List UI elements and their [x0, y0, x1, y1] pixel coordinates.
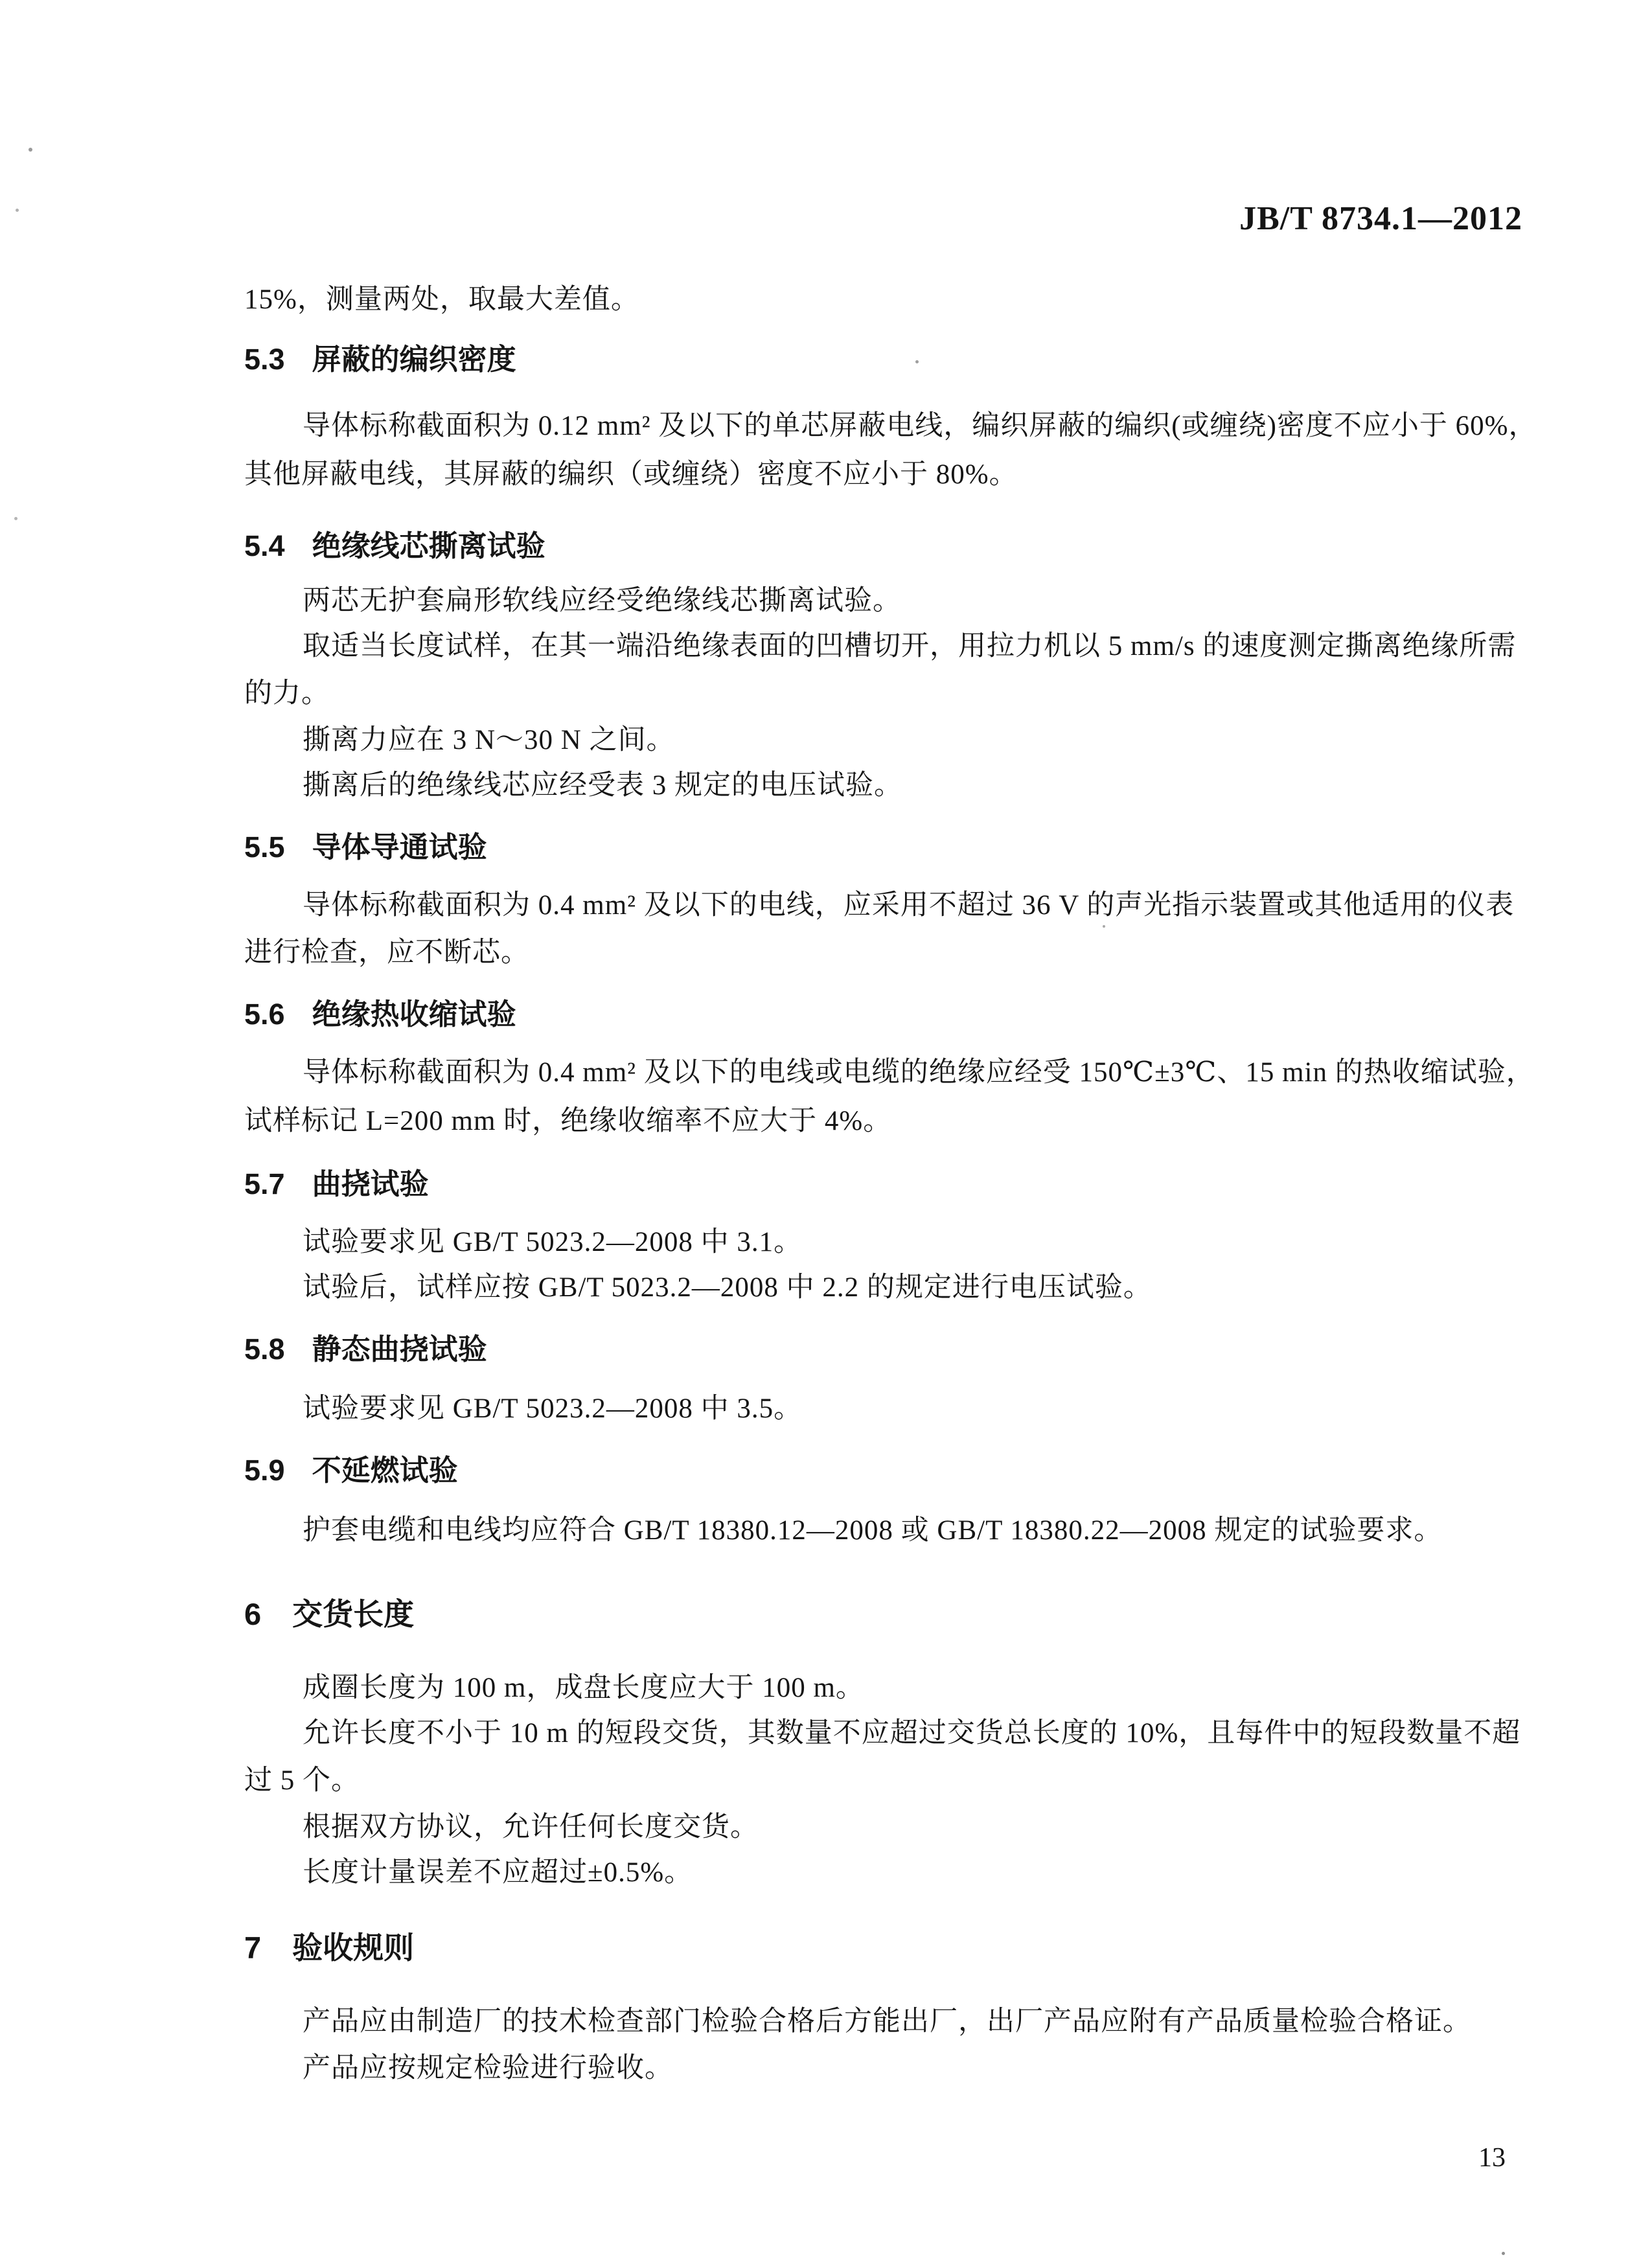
paragraph-line: 两芯无护套扁形软线应经受绝缘线芯撕离试验。 [303, 586, 901, 616]
section-5-4-heading [244, 530, 545, 562]
section-title: 曲挠试验 [312, 1167, 429, 1200]
section-5-8-heading [244, 1333, 487, 1366]
paragraph-line: 试验要求见 GB/T 5023.2—2008 中 3.5。 [303, 1393, 803, 1424]
scan-speckle [1502, 2252, 1505, 2255]
standard-code-header: JB/T 8734.1—2012 [1239, 200, 1522, 237]
section-title: 导体导通试验 [312, 830, 487, 864]
section-number: 5.7 [244, 1167, 285, 1200]
paragraph-line: 的力。 [244, 678, 330, 709]
section-5-9-heading [244, 1454, 458, 1487]
scan-speckle [1103, 925, 1105, 928]
paragraph-line: 15%，测量两处，取最大差值。 [244, 284, 639, 315]
paragraph-line: 其他屏蔽电线，其屏蔽的编织（或缠绕）密度不应小于 80%。 [244, 459, 1018, 490]
section-7-heading [244, 1931, 414, 1965]
section-title: 不延燃试验 [312, 1454, 458, 1487]
paragraph-line: 撕离力应在 3 N～30 N 之间。 [303, 725, 675, 755]
section-number: 5.8 [244, 1333, 285, 1366]
section-title: 绝缘热收缩试验 [312, 998, 516, 1031]
section-title: 静态曲挠试验 [312, 1333, 487, 1366]
section-number: 5.9 [244, 1454, 285, 1487]
paragraph-line: 长度计量误差不应超过±0.5%。 [303, 1857, 693, 1888]
section-title: 验收规则 [292, 1930, 415, 1965]
paragraph-line: 试样标记 L=200 mm 时，绝缘收缩率不应大于 4%。 [244, 1106, 892, 1136]
paragraph-line: 护套电缆和电线均应符合 GB/T 18380.12—2008 或 GB/T 18380.22—2008 规定的试验要求。 [303, 1515, 1443, 1546]
section-number: 6 [244, 1597, 262, 1631]
section-number: 5.4 [244, 529, 285, 562]
page-number: 13 [1478, 2143, 1506, 2173]
section-5-6-heading [244, 998, 516, 1031]
paragraph-line: 成圈长度为 100 m，成盘长度应大于 100 m。 [303, 1673, 864, 1703]
paragraph-line: 撕离后的绝缘线芯应经受表 3 规定的电压试验。 [303, 770, 902, 801]
scan-speckle [14, 517, 17, 520]
scan-speckle [29, 148, 32, 152]
paragraph-line: 根据双方协议，允许任何长度交货。 [303, 1812, 759, 1842]
section-number: 5.3 [244, 343, 285, 376]
paragraph-line: 产品应由制造厂的技术检查部门检验合格后方能出厂，出厂产品应附有产品质量检验合格证。 [303, 2006, 1471, 2037]
section-5-5-heading [244, 831, 487, 864]
paragraph-line: 导体标称截面积为 0.12 mm² 及以下的单芯屏蔽电线，编织屏蔽的编织(或缠绕)密度不应小于 60%， [303, 411, 1537, 441]
section-title: 绝缘线芯撕离试验 [312, 529, 545, 562]
scan-speckle [16, 209, 19, 212]
paragraph-line: 进行检查，应不断芯。 [244, 937, 529, 968]
paragraph-line: 产品应按规定检验进行验收。 [303, 2053, 673, 2083]
paragraph-line: 导体标称截面积为 0.4 mm² 及以下的电线或电缆的绝缘应经受 150℃±3℃、15 min 的热收缩试验， [303, 1057, 1535, 1088]
paragraph-line: 试验要求见 GB/T 5023.2—2008 中 3.1。 [303, 1227, 803, 1257]
section-number: 7 [244, 1930, 262, 1965]
section-5-3-heading [244, 343, 516, 376]
paragraph-line: 过 5 个。 [244, 1765, 360, 1796]
section-title: 交货长度 [292, 1597, 415, 1631]
paragraph-line: 试验后，试样应按 GB/T 5023.2—2008 中 2.2 的规定进行电压试验。 [303, 1272, 1152, 1303]
section-title: 屏蔽的编织密度 [312, 343, 516, 376]
paragraph-line: 取适当长度试样，在其一端沿绝缘表面的凹槽切开，用拉力机以 5 mm/s 的速度测定撕离绝缘所需 [303, 631, 1517, 661]
section-5-7-heading [244, 1168, 429, 1200]
paragraph-line: 允许长度不小于 10 m 的短段交货，其数量不应超过交货总长度的 10%，且每件中的短段数量不超 [303, 1718, 1521, 1748]
section-number: 5.5 [244, 830, 285, 864]
paragraph-line: 导体标称截面积为 0.4 mm² 及以下的电线，应采用不超过 36 V 的声光指示装置或其他适用的仪表 [303, 890, 1515, 921]
section-6-heading [244, 1598, 414, 1631]
section-number: 5.6 [244, 998, 285, 1031]
scan-speckle [915, 360, 919, 363]
